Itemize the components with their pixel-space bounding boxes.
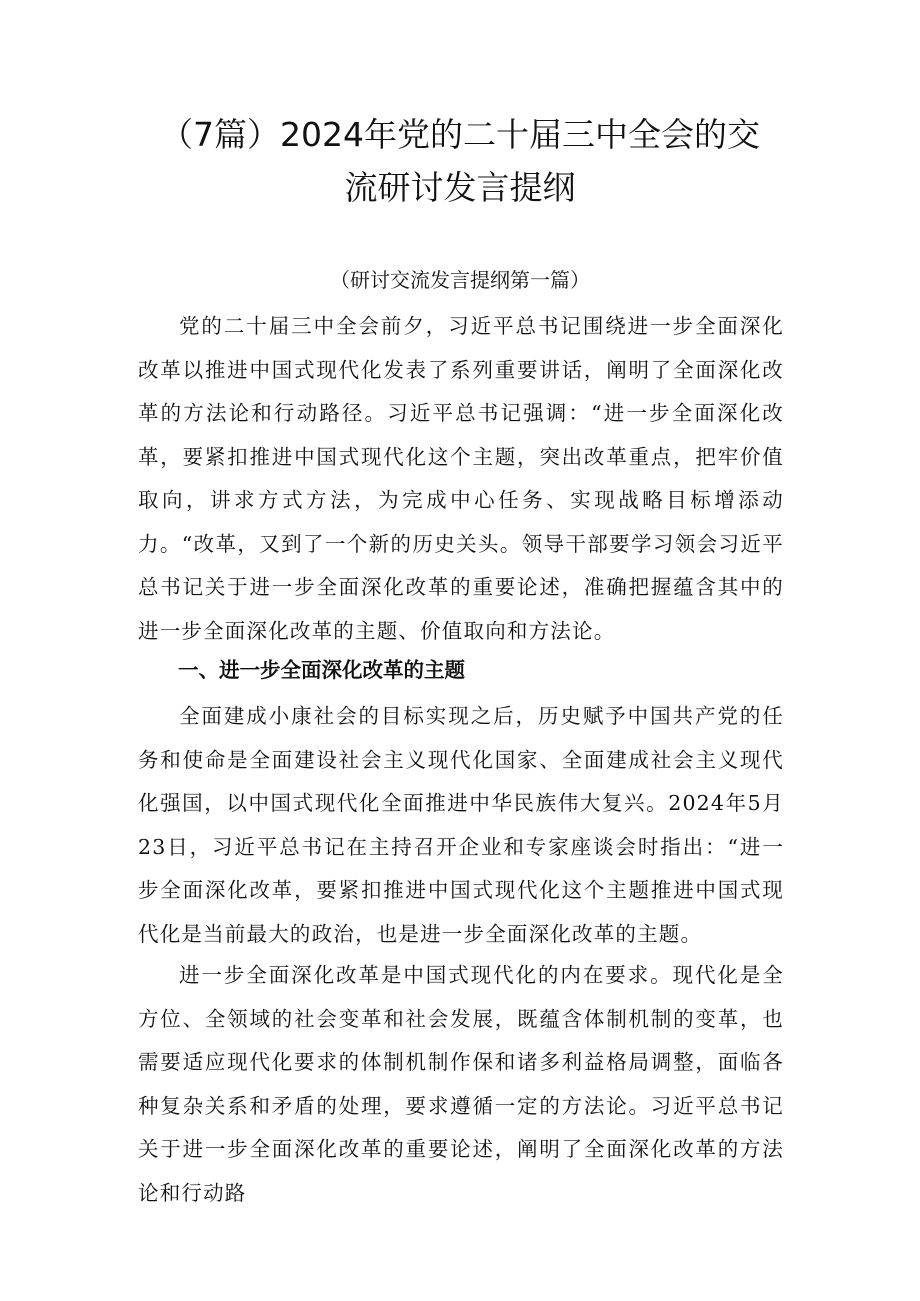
paragraph-3: 进一步全面深化改革是中国式现代化的内在要求。现代化是全方位、全领域的社会变革和社会发展，既蕴含体制机制的变革，也需要适应现代化要求的体制机制作保和诸多利益格局调整，面临各种复杂关系和矛盾的处理，要求遵循一定的方法论。习近平总书记关于进一步全面深化改革的重要论述，阐明了全面深化改革的方法论和行动路: [138, 963, 784, 1205]
document-title: [100, 108, 820, 214]
document-title-line-2: 流研讨发言提纲: [344, 168, 576, 207]
document-subtitle: （研讨交流发言提纲第一篇）: [330, 268, 590, 292]
document-title-line-1: （7篇）2024年党的二十届三中全会的交: [160, 115, 760, 154]
paragraph-1: 党的二十届三中全会前夕，习近平总书记围绕进一步全面深化改革以推进中国式现代化发表了系列重要讲话，阐明了全面深化改革的方法论和行动路径。习近平总书记强调：“进一步全面深化改革，要紧扣推进中国式现代化这个主题，突出改革重点，把牢价值取向，讲求方式方法，为完成中心任务、实现战略目标增添动力。“改革，又到了一个新的历史关头。领导干部要学习领会习近平总书记关于进一步全面深化改革的重要论述，准确把握蕴含其中的进一步全面深化改革的主题、价值取向和方法论。: [138, 314, 784, 643]
paragraph-2: 全面建成小康社会的目标实现之后，历史赋予中国共产党的任务和使命是全面建设社会主义现代化国家、全面建成社会主义现代化强国，以中国式现代化全面推进中华民族伟大复兴。2024年5月23日，习近平总书记在主持召开企业和专家座谈会时指出：“进一步全面深化改革，要紧扣推进中国式现代化这个主题推进中国式现代化是当前最大的政治，也是进一步全面深化改革的主题。: [138, 704, 784, 946]
section-heading-1: 一、进一步全面深化改革的主题: [178, 658, 465, 682]
